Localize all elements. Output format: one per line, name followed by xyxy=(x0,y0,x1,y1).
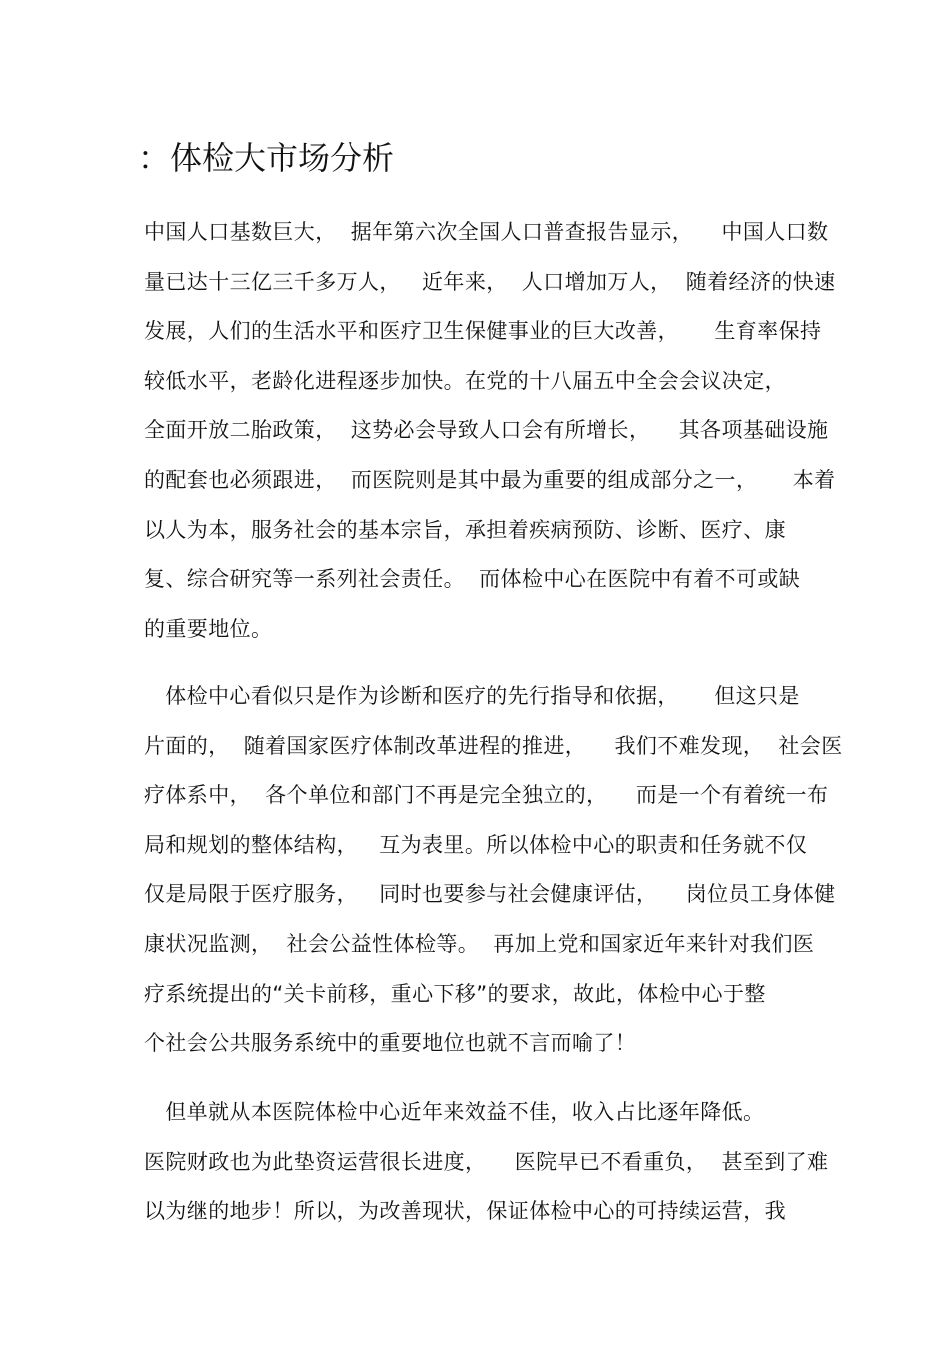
paragraph-line: 较低水平，老龄化进程逐步加快。在党的十八届五中全会会议决定， xyxy=(144,368,786,393)
paragraph-line: 局和规划的整体结构， 互为表里。所以体检中心的职责和任务就不仅 xyxy=(144,832,808,857)
paragraph-line: 医院财政也为此垫资运营很长进度， 医院早已不看重负， 甚至到了难 xyxy=(144,1149,829,1174)
paragraph-line: 中国人口基数巨大， 据年第六次全国人口普查报告显示， 中国人口数 xyxy=(144,220,829,244)
paragraph-3 xyxy=(144,1088,829,1237)
paragraph-line: 以为继的地步！所以，为改善现状，保证体检中心的可持续运营，我 xyxy=(144,1199,786,1224)
page-title: ：体检大市场分析 xyxy=(138,139,395,177)
paragraph-line: 片面的， 随着国家医疗体制改革进程的推进， 我们不难发现， 社会医 xyxy=(144,733,843,758)
paragraph-line: 以人为本，服务社会的基本宗旨，承担着疾病预防、诊断、医疗、康 xyxy=(144,517,786,542)
paragraph-2 xyxy=(144,672,843,1069)
paragraph-line: 全面开放二胎政策， 这势必会导致人口会有所增长， 其各项基础设施 xyxy=(144,418,829,443)
paragraph-line: 复、综合研究等一系列社会责任。 而体检中心在医院中有着不可或缺 xyxy=(144,567,801,592)
paragraph-line: 疗体系中， 各个单位和部门不再是完全独立的， 而是一个有着统一布 xyxy=(144,783,829,808)
paragraph-line: 仅是局限于医疗服务， 同时也要参与社会健康评估， 岗位员工身体健 xyxy=(144,882,836,907)
paragraph-line: 体检中心看似只是作为诊断和医疗的先行指导和依据， 但这只是 xyxy=(144,684,800,708)
paragraph-line: 的重要地位。 xyxy=(144,616,273,641)
paragraph-line: 但单就从本医院体检中心近年来效益不佳，收入占比逐年降低。 xyxy=(144,1100,765,1124)
paragraph-line: 疗系统提出的“关卡前移，重心下移”的要求，故此，体检中心于整 xyxy=(144,981,766,1006)
paragraph-line: 个社会公共服务系统中的重要地位也就不言而喻了！ xyxy=(144,1031,637,1056)
paragraph-1 xyxy=(144,208,836,654)
paragraph-line: 康状况监测， 社会公益性体检等。 再加上党和国家近年来针对我们医 xyxy=(144,931,815,956)
paragraph-line: 的配套也必须跟进， 而医院则是其中最为重要的组成部分之一， 本着 xyxy=(144,467,836,492)
paragraph-line: 发展，人们的生活水平和医疗卫生保健事业的巨大改善， 生育率保持 xyxy=(144,319,822,344)
paragraph-line: 量已达十三亿三千多万人， 近年来， 人口增加万人， 随着经济的快速 xyxy=(144,269,836,294)
